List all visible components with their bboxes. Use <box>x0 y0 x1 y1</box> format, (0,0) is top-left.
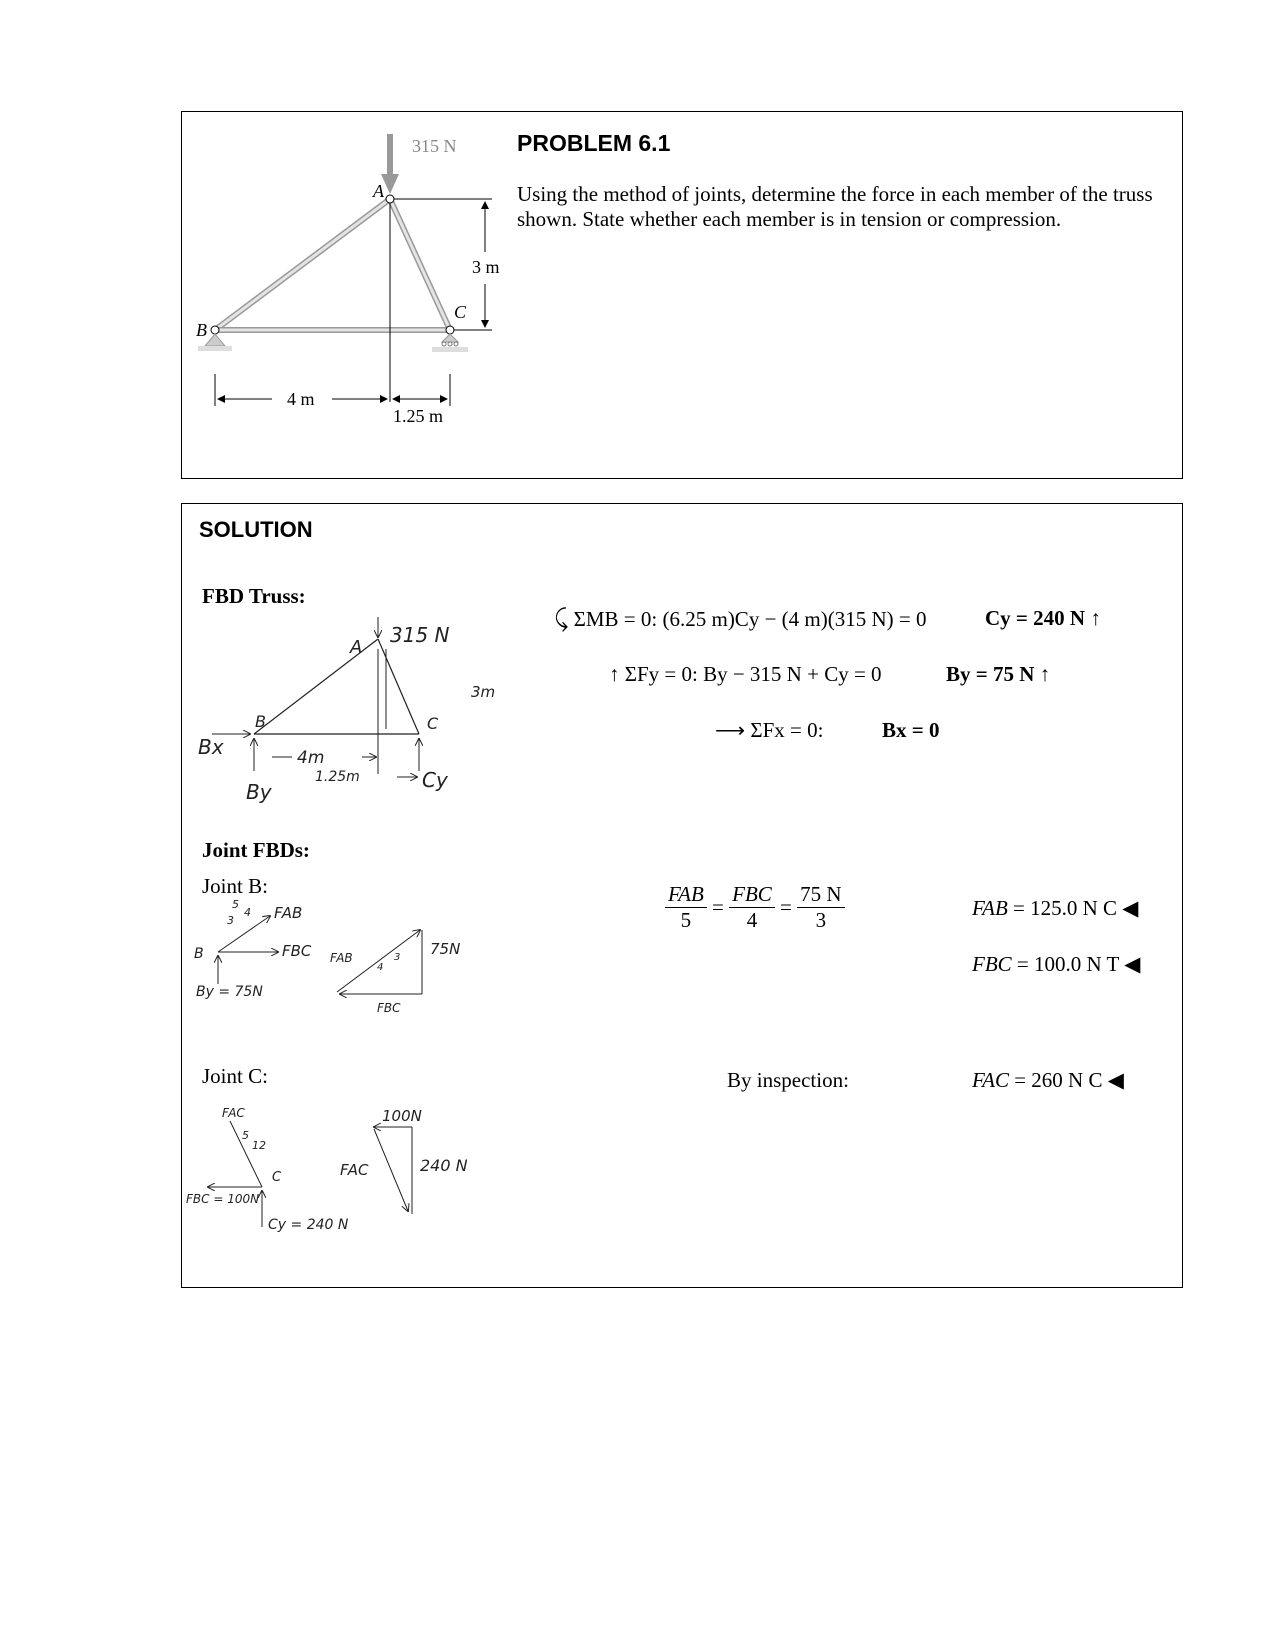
by-inspection: By inspection: <box>727 1068 849 1092</box>
jc-fbc: FBC = 100N <box>186 1192 260 1206</box>
joint-b-ratio: $\frac{\text{FAB}}{5}$ = $\frac{\text{FBC}}{4}$ = $\frac{75 N}{3}$ <box>665 882 845 933</box>
sketch-a: A <box>350 637 363 658</box>
jc-cy: Cy = 240 N <box>268 1217 349 1233</box>
pin-c <box>446 326 454 334</box>
jc-tri-fac: FAC <box>340 1161 369 1179</box>
ratio-fbc: $\frac{\text{FBC}}{4}$ <box>729 882 775 933</box>
jb-tri-75: 75N <box>430 940 461 958</box>
by-result: By = 75 N ↑ <box>946 662 1051 686</box>
jb-tri-fbc: FBC <box>377 1001 401 1015</box>
up-arrow-icon: ↑ <box>1039 662 1051 686</box>
truss-figure <box>182 112 512 478</box>
fbd-truss-heading: FBD Truss: <box>202 584 306 608</box>
joint-a-label: A <box>373 181 384 201</box>
right-arrow-icon: ⟶ <box>715 718 746 742</box>
answer-marker-icon: ◀ <box>1107 1068 1124 1092</box>
jb-by: By = 75N <box>196 984 263 1000</box>
pin-b <box>211 326 219 334</box>
jb-b: B <box>194 946 204 962</box>
joint-b-sketch <box>182 894 502 1044</box>
bx-result: Bx = 0 <box>882 718 940 742</box>
joint-b-label: B <box>196 320 207 340</box>
truss-members <box>215 199 450 330</box>
pin-a <box>386 195 394 203</box>
up-arrow-icon: ↑ <box>1090 606 1101 630</box>
answer-marker-icon: ◀ <box>1122 896 1139 920</box>
jb-fab: FAB <box>274 904 303 922</box>
jc-c: C <box>272 1170 282 1185</box>
sketch-cy: Cy <box>422 768 448 792</box>
jb-fbc: FBC <box>282 942 312 960</box>
jb-tri-3: 3 <box>394 952 401 963</box>
height-label: 3 m <box>472 257 500 277</box>
load-label: 315 N <box>412 136 457 156</box>
sum-fy-equation: ↑ ΣFy = 0: By − 315 N + Cy = 0 <box>609 662 882 686</box>
span-left-label: 4 m <box>287 389 315 409</box>
ratio-75n: $\frac{75 N}{3}$ <box>797 882 844 933</box>
problem-statement: Using the method of joints, determine the force in each member of the truss shown. State whether each member is in tension or compression. <box>517 182 1153 231</box>
fbc-result: FBC = 100.0 N T ◀ <box>972 952 1141 976</box>
jc-tri-100: 100N <box>382 1107 422 1125</box>
jb-s3: 3 <box>227 914 234 927</box>
span-right-label: 1.25 m <box>393 406 444 426</box>
jc-s12: 12 <box>252 1139 266 1152</box>
joint-fbds-heading: Joint FBDs: <box>202 838 310 862</box>
joint-b-label: Joint B: <box>202 874 268 898</box>
jc-fac: FAC <box>222 1106 245 1120</box>
sum-fx-equation: ⟶ ΣFx = 0: <box>715 718 824 742</box>
joint-c-label: C <box>454 302 467 322</box>
sketch-b: B <box>255 712 266 731</box>
sketch-height: 3m <box>471 683 496 701</box>
joint-c-label: Joint C: <box>202 1064 268 1088</box>
problem-box <box>181 111 1183 479</box>
jc-tri-240: 240 N <box>420 1156 468 1175</box>
up-arrow-icon: ↑ <box>609 662 620 686</box>
problem-title: PROBLEM 6.1 <box>517 130 671 156</box>
cy-result: Cy = 240 N ↑ <box>985 606 1101 630</box>
fbd-truss-sketch <box>182 609 512 829</box>
sketch-c: C <box>427 714 439 733</box>
sketch-bx: Bx <box>198 735 224 759</box>
jb-tri-4: 4 <box>377 962 384 973</box>
span-dimension <box>215 374 450 406</box>
jb-tri-fab: FAB <box>330 951 353 965</box>
answer-marker-icon: ◀ <box>1124 952 1141 976</box>
moment-equation: ⤹ ΣMB = 0: (6.25 m)Cy − (4 m)(315 N) = 0 <box>554 606 927 632</box>
joint-c-sketch <box>182 1099 522 1279</box>
sketch-load: 315 N <box>390 623 450 647</box>
fac-result: FAC = 260 N C ◀ <box>972 1068 1124 1092</box>
jb-s5: 5 <box>232 898 239 911</box>
fab-result: FAB = 125.0 N C ◀ <box>972 896 1139 920</box>
moment-direction-icon: ⤹ <box>554 606 569 632</box>
roller-support-c <box>432 334 468 352</box>
sketch-span-left: 4m <box>297 748 325 768</box>
solution-title: SOLUTION <box>199 517 313 542</box>
sketch-span-right: 1.25m <box>315 769 360 785</box>
jb-s4: 4 <box>244 906 251 919</box>
sketch-by: By <box>246 780 272 804</box>
solution-box <box>181 503 1183 1288</box>
ratio-fab: $\frac{\text{FAB}}{5}$ <box>665 882 707 933</box>
jc-s5: 5 <box>242 1129 249 1142</box>
